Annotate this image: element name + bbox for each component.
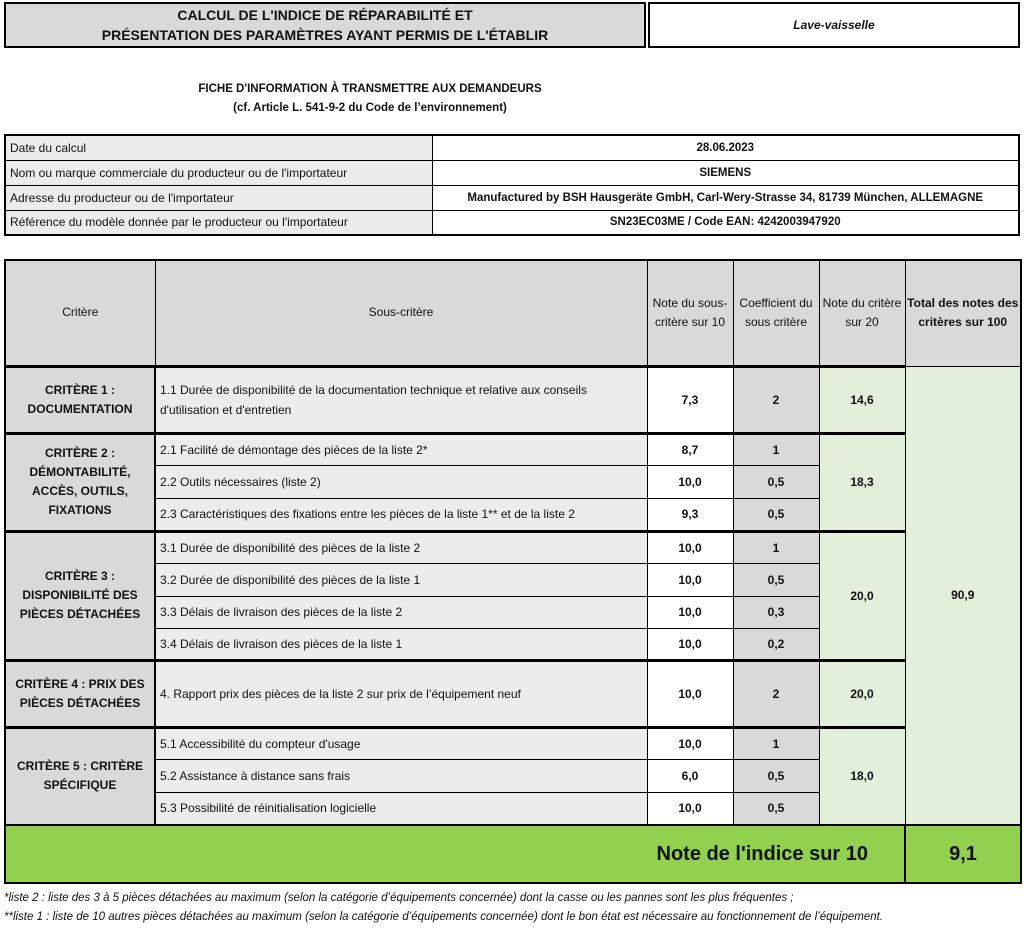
col-critere: Critère [5,260,155,366]
note-sous-critere: 6,0 [647,759,733,792]
coefficient: 0,5 [733,563,819,596]
note-sous-critere: 10,0 [647,531,733,563]
final-score-label: Note de l'indice sur 10 [5,825,905,883]
note-critere: 18,3 [819,433,905,531]
footnote-liste-2: *liste 2 : liste des 3 à 5 pièces détachées au maximum (selon la catégorie d’équipements concernée) dont la casse ou les pannes sont les plus fréquentes ; [4,892,794,904]
note-sous-critere: 10,0 [647,727,733,759]
total-100: 90,9 [905,366,1021,825]
sous-critere-label: 1.1 Durée de disponibilité de la documentation technique et relative aux conseils d'utilisation et d'entretien [155,366,647,433]
product-type: Lave-vaisselle [648,2,1020,48]
note-sous-critere: 10,0 [647,660,733,727]
note-sous-critere: 10,0 [647,628,733,660]
table-row [5,660,1021,727]
info-value: 28.06.2023 [432,135,1019,160]
coefficient: 0,5 [733,465,819,498]
note-sous-critere: 9,3 [647,498,733,531]
info-label: Nom ou marque commerciale du producteur ou de l'importateur [5,160,432,185]
page-title [4,2,646,48]
info-row [5,160,1019,185]
note-sous-critere: 8,7 [647,433,733,465]
coefficient: 0,3 [733,596,819,628]
note-sous-critere: 7,3 [647,366,733,433]
criteria-table [4,259,1022,884]
sous-critere-label: 5.1 Accessibilité du compteur d'usage [155,727,647,759]
fiche-line-2: (cf. Article L. 541-9-2 du Code de l’environnement) [233,102,507,114]
title-line-2: PRÉSENTATION DES PARAMÈTRES AYANT PERMIS DE L'ÉTABLIR [101,27,549,43]
sous-critere-label: 2.3 Caractéristiques des fixations entre les pièces de la liste 1** et de la liste 2 [155,498,647,531]
fiche-heading [0,80,740,118]
coefficient: 1 [733,727,819,759]
info-label: Date du calcul [5,135,432,160]
title-line-1: CALCUL DE L'INDICE DE RÉPARABILITÉ ET [177,7,473,23]
sous-critere-label: 3.1 Durée de disponibilité des pièces de la liste 2 [155,531,647,563]
col-note-crit: Note du critère sur 20 [819,260,905,366]
coefficient: 1 [733,531,819,563]
note-critere: 20,0 [819,531,905,660]
critere-4-name: CRITÈRE 4 : PRIX DES PIÈCES DÉTACHÉES [5,660,155,727]
coefficient: 0,5 [733,498,819,531]
sous-critere-label: 3.4 Délais de livraison des pièces de la liste 1 [155,628,647,660]
critere-1-name: CRITÈRE 1 : DOCUMENTATION [5,366,155,433]
final-score-row [5,825,1021,883]
info-row [5,135,1019,160]
sous-critere-label: 3.3 Délais de livraison des pièces de la liste 2 [155,596,647,628]
table-row [5,727,1021,759]
coefficient: 0,5 [733,759,819,792]
sous-critere-label: 2.2 Outils nécessaires (liste 2) [155,465,647,498]
info-value: SN23EC03ME / Code EAN: 4242003947920 [432,210,1019,235]
footnote-liste-1: **liste 1 : liste de 10 autres pièces détachées au maximum (selon la catégorie d’équipements concernée) dont le bon état est nécessaire au fonctionnement de l’équipement. [4,911,883,923]
critere-3-name: CRITÈRE 3 : DISPONIBILITÉ DES PIÈCES DÉTACHÉES [5,531,155,660]
sous-critere-label: 3.2 Durée de disponibilité des pièces de la liste 1 [155,563,647,596]
info-value: Manufactured by BSH Hausgeräte GmbH, Carl-Wery-Strasse 34, 81739 München, ALLEMAGNE [432,185,1019,210]
sous-critere-label: 4. Rapport prix des pièces de la liste 2 sur prix de l’équipement neuf [155,660,647,727]
coefficient: 0,2 [733,628,819,660]
coefficient: 2 [733,660,819,727]
final-score-value: 9,1 [905,825,1021,883]
table-row [5,433,1021,465]
coefficient: 1 [733,433,819,465]
fiche-line-1: FICHE D'INFORMATION À TRANSMETTRE AUX DEMANDEURS [198,83,542,95]
note-sous-critere: 10,0 [647,792,733,825]
info-table [4,134,1020,236]
col-sous-critere: Sous-critère [155,260,647,366]
coefficient: 2 [733,366,819,433]
col-note-sous: Note du sous-critère sur 10 [647,260,733,366]
note-sous-critere: 10,0 [647,596,733,628]
sous-critere-label: 5.3 Possibilité de réinitialisation logicielle [155,792,647,825]
critere-2-name: CRITÈRE 2 : DÉMONTABILITÉ, ACCÈS, OUTILS, FIXATIONS [5,433,155,531]
note-critere: 18,0 [819,727,905,825]
note-critere: 20,0 [819,660,905,727]
critere-5-name: CRITÈRE 5 : CRITÈRE SPÉCIFIQUE [5,727,155,825]
info-label: Adresse du producteur ou de l'importateur [5,185,432,210]
coefficient: 0,5 [733,792,819,825]
table-row [5,531,1021,563]
sous-critere-label: 2.1 Facilité de démontage des pièces de la liste 2* [155,433,647,465]
info-value: SIEMENS [432,160,1019,185]
note-sous-critere: 10,0 [647,465,733,498]
sous-critere-label: 5.2 Assistance à distance sans frais [155,759,647,792]
col-total: Total des notes des critères sur 100 [905,260,1021,366]
info-label: Référence du modèle donnée par le producteur ou l'importateur [5,210,432,235]
footnotes [4,889,1020,927]
col-coef: Coefficient du sous critère [733,260,819,366]
note-sous-critere: 10,0 [647,563,733,596]
header-row [5,260,1021,366]
table-row [5,366,1021,433]
info-row [5,185,1019,210]
info-row [5,210,1019,235]
note-critere: 14,6 [819,366,905,433]
